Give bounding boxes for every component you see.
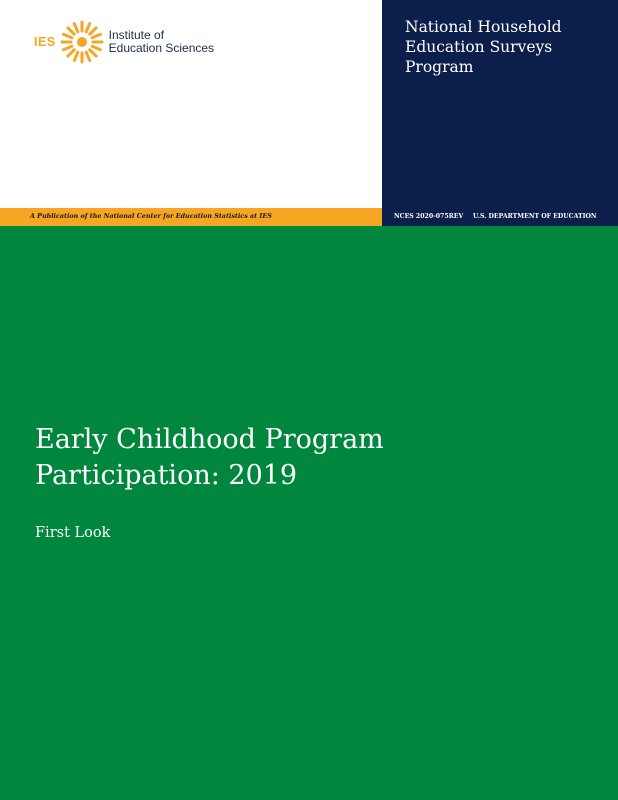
logo-institute-name xyxy=(109,29,239,55)
report-title-line2: Participation: 2019 xyxy=(35,460,298,491)
report-title xyxy=(35,422,455,494)
publication-line: A Publication of the National Center for Education Statistics at IES xyxy=(30,212,272,220)
program-title: National Household Education Surveys Program xyxy=(405,18,562,76)
ies-logo xyxy=(34,19,239,65)
sunburst-icon xyxy=(59,19,105,65)
title-panel xyxy=(0,226,618,800)
report-number: NCES 2020-075REV xyxy=(394,213,464,220)
logo-abbreviation: IES xyxy=(34,35,56,49)
logo-name-line1: Institute of xyxy=(108,28,165,42)
logo-name-line2: Education Sciences xyxy=(108,41,215,55)
report-title-line1: Early Childhood Program xyxy=(35,424,384,455)
report-subtitle: First Look xyxy=(35,525,111,541)
department-name: U.S. DEPARTMENT OF EDUCATION xyxy=(473,213,597,220)
